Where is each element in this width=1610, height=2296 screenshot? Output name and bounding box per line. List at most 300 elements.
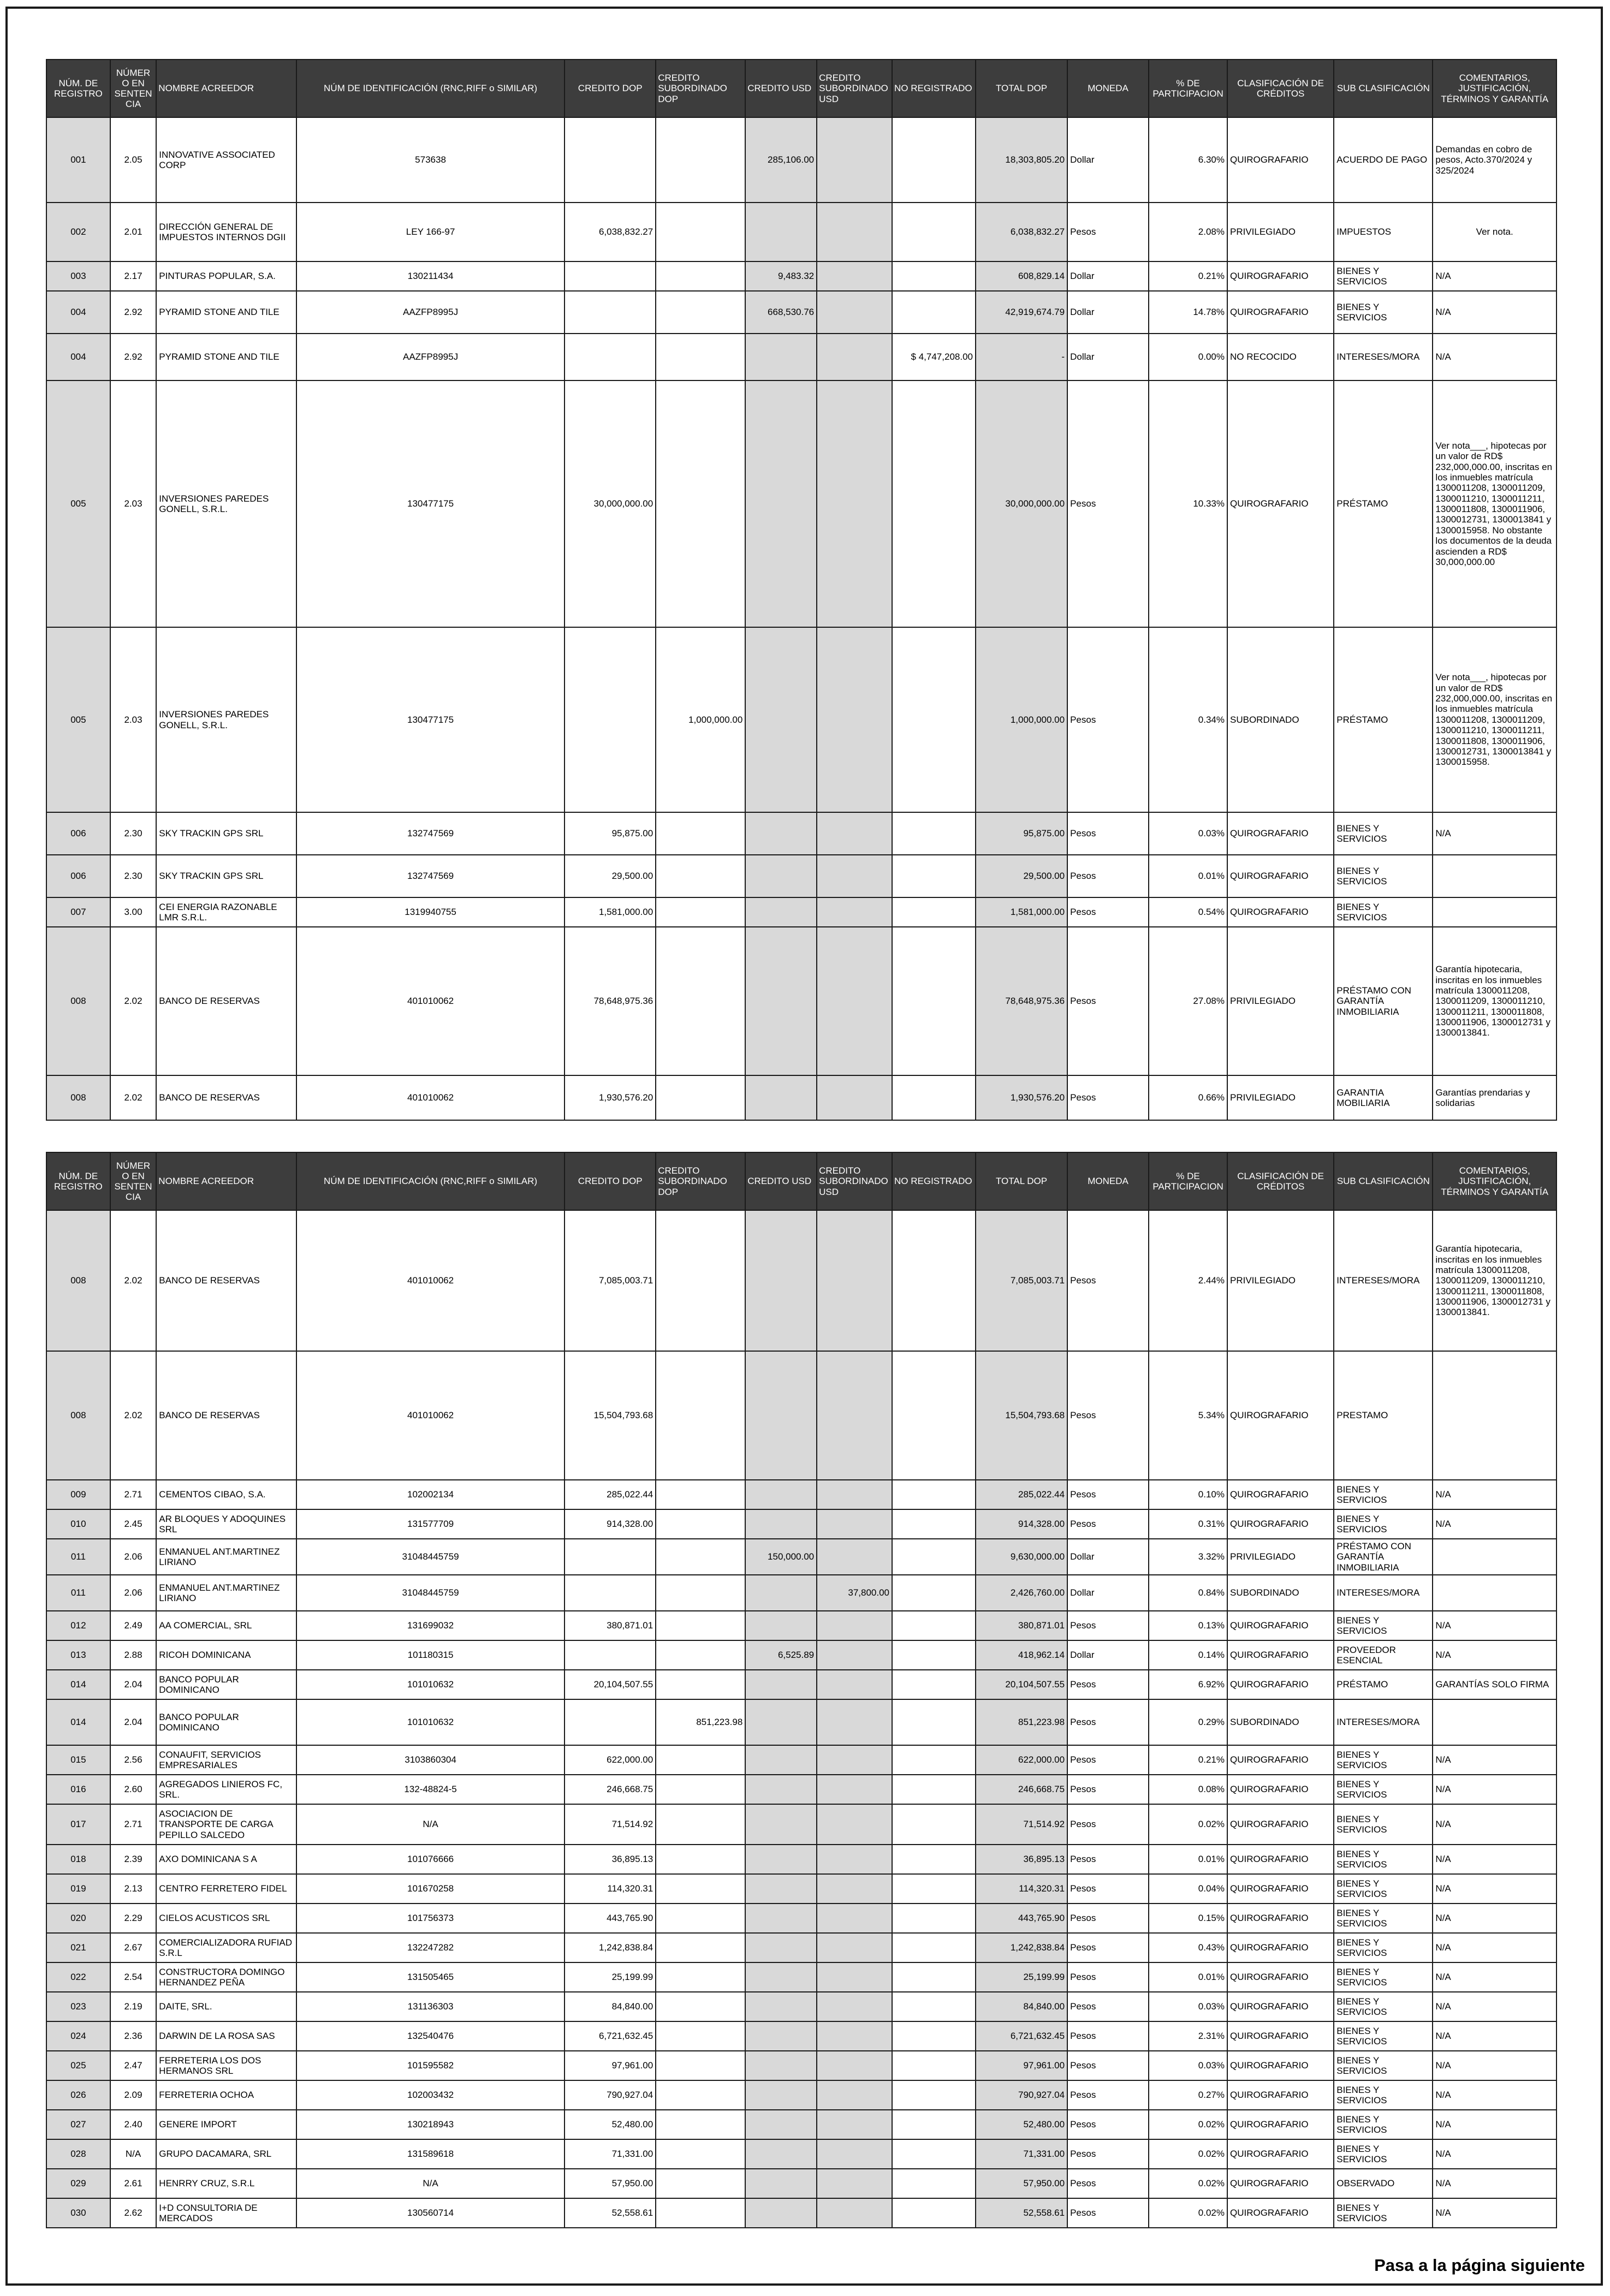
sentence-number-cell: 2.03: [110, 380, 157, 627]
sentence-number-cell: 2.09: [110, 2080, 157, 2110]
credito-usd-cell: [745, 897, 817, 927]
credito-subordinado-dop-cell: [656, 2139, 745, 2169]
sentence-number-cell: 2.39: [110, 1845, 157, 1874]
comments-cell: Garantía hipotecaria, inscritas en los inmuebles matrícula 1300011208, 1300011209, 1300011210, 1300011211, 1300011808, 1300011906, 1300012731 y 1300013841.: [1433, 1210, 1556, 1351]
moneda-cell: Pesos: [1067, 1745, 1149, 1775]
credito-usd-cell: [745, 1992, 817, 2021]
table-row: [46, 1640, 1556, 1670]
creditor-register-table: [46, 1152, 1557, 2228]
moneda-cell: Pesos: [1067, 1992, 1149, 2021]
credit-classification-cell: QUIROGRAFARIO: [1227, 2139, 1334, 2169]
moneda-cell: Pesos: [1067, 1699, 1149, 1745]
total-dop-cell: 1,242,838.84: [976, 1933, 1067, 1962]
participation-percent-cell: 2.44%: [1149, 1210, 1227, 1351]
credit-classification-cell: SUBORDINADO: [1227, 1575, 1334, 1611]
credito-dop-cell: 71,331.00: [565, 2139, 656, 2169]
registro-number-cell: 028: [46, 2139, 110, 2169]
column-header-credito-subordinado-dop: CREDITO SUBORDINADO DOP: [656, 60, 745, 117]
credito-subordinado-usd-cell: [817, 1480, 892, 1509]
column-header-participation-percent: % DE PARTICIPACION: [1149, 1152, 1227, 1210]
total-dop-cell: 71,514.92: [976, 1804, 1067, 1845]
table-row: [46, 1874, 1556, 1904]
credit-classification-cell: QUIROGRAFARIO: [1227, 812, 1334, 855]
no-registrado-cell: [892, 812, 976, 855]
comments-cell: N/A: [1433, 1992, 1556, 2021]
no-registrado-cell: [892, 1775, 976, 1804]
column-header-sub-classification: SUB CLASIFICACIÓN: [1334, 60, 1433, 117]
creditor-name-cell: CONSTRUCTORA DOMINGO HERNANDEZ PEÑA: [156, 1962, 296, 1992]
no-registrado-cell: [892, 1804, 976, 1845]
moneda-cell: Dollar: [1067, 1539, 1149, 1575]
comments-cell: N/A: [1433, 2110, 1556, 2139]
credito-subordinado-usd-cell: [817, 897, 892, 927]
credito-usd-cell: [745, 1575, 817, 1611]
credito-subordinado-dop-cell: [656, 1933, 745, 1962]
moneda-cell: Pesos: [1067, 2139, 1149, 2169]
sub-classification-cell: BIENES Y SERVICIOS: [1334, 855, 1433, 897]
table-row: [46, 627, 1556, 812]
no-registrado-cell: [892, 1575, 976, 1611]
table-row: [46, 334, 1556, 380]
identification-number-cell: 101756373: [296, 1904, 565, 1933]
creditor-table-2: [46, 1152, 1557, 2228]
identification-number-cell: 131577709: [296, 1509, 565, 1539]
credit-classification-cell: QUIROGRAFARIO: [1227, 1933, 1334, 1962]
sub-classification-cell: BIENES Y SERVICIOS: [1334, 1992, 1433, 2021]
registro-number-cell: 004: [46, 334, 110, 380]
identification-number-cell: N/A: [296, 2169, 565, 2198]
credito-subordinado-usd-cell: [817, 2169, 892, 2198]
credito-usd-cell: [745, 1480, 817, 1509]
credito-usd-cell: [745, 1509, 817, 1539]
credito-subordinado-dop-cell: [656, 2110, 745, 2139]
column-header-sentence-number: NÚMER O EN SENTEN CIA: [110, 60, 157, 117]
sentence-number-cell: 2.19: [110, 1992, 157, 2021]
sub-classification-cell: BIENES Y SERVICIOS: [1334, 1804, 1433, 1845]
identification-number-cell: 101076666: [296, 1845, 565, 1874]
total-dop-cell: 42,919,674.79: [976, 291, 1067, 334]
credito-dop-cell: 57,950.00: [565, 2169, 656, 2198]
registro-number-cell: 011: [46, 1575, 110, 1611]
comments-cell: Demandas en cobro de pesos, Acto.370/2024 y 325/2024: [1433, 117, 1556, 203]
sentence-number-cell: 2.01: [110, 203, 157, 261]
participation-percent-cell: 0.10%: [1149, 1480, 1227, 1509]
credito-dop-cell: 1,581,000.00: [565, 897, 656, 927]
participation-percent-cell: 5.34%: [1149, 1351, 1227, 1480]
credito-dop-cell: 622,000.00: [565, 1745, 656, 1775]
creditor-name-cell: ENMANUEL ANT.MARTINEZ LIRIANO: [156, 1539, 296, 1575]
credito-usd-cell: [745, 1670, 817, 1699]
credito-subordinado-usd-cell: [817, 261, 892, 291]
registro-number-cell: 013: [46, 1640, 110, 1670]
credito-subordinado-dop-cell: [656, 380, 745, 627]
column-header-no-registrado: NO REGISTRADO: [892, 1152, 976, 1210]
total-dop-cell: 25,199.99: [976, 1962, 1067, 1992]
comments-cell: [1433, 1539, 1556, 1575]
moneda-cell: Pesos: [1067, 380, 1149, 627]
sub-classification-cell: BIENES Y SERVICIOS: [1334, 261, 1433, 291]
comments-cell: N/A: [1433, 261, 1556, 291]
sentence-number-cell: 2.61: [110, 2169, 157, 2198]
moneda-cell: Pesos: [1067, 203, 1149, 261]
comments-cell: [1433, 897, 1556, 927]
credito-usd-cell: [745, 627, 817, 812]
moneda-cell: Pesos: [1067, 2021, 1149, 2051]
sentence-number-cell: 2.40: [110, 2110, 157, 2139]
participation-percent-cell: 0.01%: [1149, 1962, 1227, 1992]
sub-classification-cell: BIENES Y SERVICIOS: [1334, 1509, 1433, 1539]
no-registrado-cell: [892, 203, 976, 261]
sentence-number-cell: 2.62: [110, 2198, 157, 2228]
credito-subordinado-usd-cell: [817, 2080, 892, 2110]
no-registrado-cell: [892, 1480, 976, 1509]
credito-usd-cell: 668,530.76: [745, 291, 817, 334]
credito-dop-cell: 25,199.99: [565, 1962, 656, 1992]
table-row: [46, 1962, 1556, 1992]
registro-number-cell: 005: [46, 380, 110, 627]
total-dop-cell: 6,038,832.27: [976, 203, 1067, 261]
credito-subordinado-usd-cell: [817, 1804, 892, 1845]
identification-number-cell: 401010062: [296, 1351, 565, 1480]
credito-subordinado-dop-cell: [656, 2051, 745, 2080]
credito-subordinado-usd-cell: [817, 2198, 892, 2228]
participation-percent-cell: 0.21%: [1149, 1745, 1227, 1775]
identification-number-cell: 132540476: [296, 2021, 565, 2051]
credito-dop-cell: 95,875.00: [565, 812, 656, 855]
credito-usd-cell: 6,525.89: [745, 1640, 817, 1670]
participation-percent-cell: 0.02%: [1149, 2169, 1227, 2198]
credito-dop-cell: [565, 1539, 656, 1575]
credito-subordinado-usd-cell: [817, 334, 892, 380]
no-registrado-cell: [892, 117, 976, 203]
participation-percent-cell: 0.27%: [1149, 2080, 1227, 2110]
identification-number-cell: 31048445759: [296, 1575, 565, 1611]
moneda-cell: Pesos: [1067, 1962, 1149, 1992]
credito-subordinado-usd-cell: [817, 291, 892, 334]
registro-number-cell: 003: [46, 261, 110, 291]
no-registrado-cell: [892, 2198, 976, 2228]
sentence-number-cell: 2.49: [110, 1611, 157, 1640]
credit-classification-cell: QUIROGRAFARIO: [1227, 1845, 1334, 1874]
creditor-name-cell: SKY TRACKIN GPS SRL: [156, 812, 296, 855]
credit-classification-cell: PRIVILEGIADO: [1227, 1075, 1334, 1120]
table-row: [46, 2080, 1556, 2110]
sentence-number-cell: 2.60: [110, 1775, 157, 1804]
column-header-credit-classification: CLASIFICACIÓN DE CRÉDITOS: [1227, 60, 1334, 117]
column-header-creditor-name: NOMBRE ACREEDOR: [156, 60, 296, 117]
table-header-row: [46, 1152, 1556, 1210]
credito-usd-cell: [745, 1775, 817, 1804]
table-row: [46, 2139, 1556, 2169]
credito-subordinado-usd-cell: [817, 1699, 892, 1745]
credit-classification-cell: PRIVILEGIADO: [1227, 1210, 1334, 1351]
identification-number-cell: 130218943: [296, 2110, 565, 2139]
credit-classification-cell: QUIROGRAFARIO: [1227, 2021, 1334, 2051]
creditor-name-cell: RICOH DOMINICANA: [156, 1640, 296, 1670]
sentence-number-cell: 2.88: [110, 1640, 157, 1670]
credito-subordinado-dop-cell: [656, 1640, 745, 1670]
comments-cell: Ver nota___, hipotecas por un valor de RD$ 232,000,000.00, inscritas en los inmuebles matrícula 1300011208, 1300011209, 1300011210, 1300011211, 1300011808, 1300011906, 1300012731, 1300013841 y 1300015958. No obstante los documentos de la deuda ascienden a RD$ 30,000,000.00: [1433, 380, 1556, 627]
table-row: [46, 1210, 1556, 1351]
column-header-credit-classification: CLASIFICACIÓN DE CRÉDITOS: [1227, 1152, 1334, 1210]
credito-subordinado-usd-cell: [817, 1075, 892, 1120]
column-header-credito-subordinado-usd: CREDITO SUBORDINADO USD: [817, 60, 892, 117]
no-registrado-cell: [892, 855, 976, 897]
table-header-row: [46, 60, 1556, 117]
column-header-registro-number: NÚM. DE REGISTRO: [46, 60, 110, 117]
credito-subordinado-dop-cell: [656, 855, 745, 897]
table-row: [46, 261, 1556, 291]
table-row: [46, 1480, 1556, 1509]
no-registrado-cell: [892, 627, 976, 812]
credito-subordinado-dop-cell: [656, 2198, 745, 2228]
credit-classification-cell: QUIROGRAFARIO: [1227, 1992, 1334, 2021]
table-row: [46, 1745, 1556, 1775]
no-registrado-cell: [892, 1904, 976, 1933]
identification-number-cell: 130477175: [296, 380, 565, 627]
creditor-name-cell: CEI ENERGIA RAZONABLE LMR S.R.L.: [156, 897, 296, 927]
moneda-cell: Pesos: [1067, 1670, 1149, 1699]
registro-number-cell: 011: [46, 1539, 110, 1575]
credito-subordinado-dop-cell: [656, 1992, 745, 2021]
table-row: [46, 380, 1556, 627]
participation-percent-cell: 0.08%: [1149, 1775, 1227, 1804]
no-registrado-cell: [892, 2080, 976, 2110]
participation-percent-cell: 0.02%: [1149, 1804, 1227, 1845]
registro-number-cell: 019: [46, 1874, 110, 1904]
sub-classification-cell: BIENES Y SERVICIOS: [1334, 897, 1433, 927]
identification-number-cell: 401010062: [296, 1210, 565, 1351]
registro-number-cell: 021: [46, 1933, 110, 1962]
participation-percent-cell: 6.92%: [1149, 1670, 1227, 1699]
no-registrado-cell: [892, 2051, 976, 2080]
creditor-name-cell: AR BLOQUES Y ADOQUINES SRL: [156, 1509, 296, 1539]
creditor-name-cell: GRUPO DACAMARA, SRL: [156, 2139, 296, 2169]
credit-classification-cell: QUIROGRAFARIO: [1227, 291, 1334, 334]
no-registrado-cell: [892, 1509, 976, 1539]
registro-number-cell: 017: [46, 1804, 110, 1845]
sub-classification-cell: BIENES Y SERVICIOS: [1334, 1845, 1433, 1874]
total-dop-cell: 15,504,793.68: [976, 1351, 1067, 1480]
sub-classification-cell: PRÉSTAMO CON GARANTÍA INMOBILIARIA: [1334, 927, 1433, 1075]
table-row: [46, 291, 1556, 334]
credito-subordinado-usd-cell: [817, 855, 892, 897]
sub-classification-cell: IMPUESTOS: [1334, 203, 1433, 261]
credit-classification-cell: SUBORDINADO: [1227, 1699, 1334, 1745]
identification-number-cell: 101010632: [296, 1670, 565, 1699]
total-dop-cell: 418,962.14: [976, 1640, 1067, 1670]
column-header-comments: COMENTARIOS, JUSTIFICACIÓN, TÉRMINOS Y GARANTÍA: [1433, 1152, 1556, 1210]
sub-classification-cell: PRESTAMO: [1334, 1351, 1433, 1480]
credito-usd-cell: 9,483.32: [745, 261, 817, 291]
credit-classification-cell: QUIROGRAFARIO: [1227, 1640, 1334, 1670]
credito-dop-cell: 29,500.00: [565, 855, 656, 897]
identification-number-cell: AAZFP8995J: [296, 291, 565, 334]
participation-percent-cell: 0.31%: [1149, 1509, 1227, 1539]
comments-cell: N/A: [1433, 1874, 1556, 1904]
credit-classification-cell: QUIROGRAFARIO: [1227, 117, 1334, 203]
credit-classification-cell: QUIROGRAFARIO: [1227, 2198, 1334, 2228]
column-header-credito-subordinado-dop: CREDITO SUBORDINADO DOP: [656, 1152, 745, 1210]
identification-number-cell: 132247282: [296, 1933, 565, 1962]
sub-classification-cell: BIENES Y SERVICIOS: [1334, 2021, 1433, 2051]
participation-percent-cell: 0.43%: [1149, 1933, 1227, 1962]
table-row: [46, 1699, 1556, 1745]
credito-subordinado-usd-cell: [817, 1509, 892, 1539]
credit-classification-cell: QUIROGRAFARIO: [1227, 1775, 1334, 1804]
credito-usd-cell: 285,106.00: [745, 117, 817, 203]
credito-subordinado-usd-cell: [817, 1933, 892, 1962]
identification-number-cell: LEY 166-97: [296, 203, 565, 261]
credito-dop-cell: 6,721,632.45: [565, 2021, 656, 2051]
credito-subordinado-usd-cell: [817, 1845, 892, 1874]
total-dop-cell: 380,871.01: [976, 1611, 1067, 1640]
comments-cell: N/A: [1433, 1845, 1556, 1874]
no-registrado-cell: [892, 1670, 976, 1699]
identification-number-cell: 131589618: [296, 2139, 565, 2169]
column-header-participation-percent: % DE PARTICIPACION: [1149, 60, 1227, 117]
moneda-cell: Pesos: [1067, 1775, 1149, 1804]
creditor-name-cell: AA COMERCIAL, SRL: [156, 1611, 296, 1640]
creditor-name-cell: I+D CONSULTORIA DE MERCADOS: [156, 2198, 296, 2228]
credito-dop-cell: 36,895.13: [565, 1845, 656, 1874]
table-row: [46, 897, 1556, 927]
credito-subordinado-dop-cell: [656, 1539, 745, 1575]
moneda-cell: Dollar: [1067, 291, 1149, 334]
participation-percent-cell: 0.21%: [1149, 261, 1227, 291]
comments-cell: [1433, 1575, 1556, 1611]
creditor-name-cell: HENRRY CRUZ, S.R.L: [156, 2169, 296, 2198]
credito-usd-cell: [745, 927, 817, 1075]
table-row: [46, 1775, 1556, 1804]
sub-classification-cell: PRÉSTAMO: [1334, 380, 1433, 627]
creditor-name-cell: AGREGADOS LINIEROS FC, SRL.: [156, 1775, 296, 1804]
table-row: [46, 2198, 1556, 2228]
credito-usd-cell: [745, 1845, 817, 1874]
credito-subordinado-usd-cell: [817, 1539, 892, 1575]
comments-cell: [1433, 1351, 1556, 1480]
credito-subordinado-dop-cell: [656, 1775, 745, 1804]
sub-classification-cell: BIENES Y SERVICIOS: [1334, 1904, 1433, 1933]
no-registrado-cell: [892, 1874, 976, 1904]
moneda-cell: Pesos: [1067, 855, 1149, 897]
credito-subordinado-dop-cell: [656, 1509, 745, 1539]
registro-number-cell: 007: [46, 897, 110, 927]
no-registrado-cell: [892, 1933, 976, 1962]
creditor-name-cell: FERRETERIA LOS DOS HERMANOS SRL: [156, 2051, 296, 2080]
credito-dop-cell: [565, 627, 656, 812]
moneda-cell: Pesos: [1067, 2198, 1149, 2228]
credito-usd-cell: [745, 2169, 817, 2198]
credito-usd-cell: [745, 1210, 817, 1351]
participation-percent-cell: 0.66%: [1149, 1075, 1227, 1120]
comments-cell: [1433, 1699, 1556, 1745]
registro-number-cell: 002: [46, 203, 110, 261]
creditor-name-cell: INNOVATIVE ASSOCIATED CORP: [156, 117, 296, 203]
sub-classification-cell: ACUERDO DE PAGO: [1334, 117, 1433, 203]
moneda-cell: Dollar: [1067, 261, 1149, 291]
total-dop-cell: 7,085,003.71: [976, 1210, 1067, 1351]
registro-number-cell: 009: [46, 1480, 110, 1509]
sub-classification-cell: INTERESES/MORA: [1334, 1210, 1433, 1351]
no-registrado-cell: [892, 1075, 976, 1120]
sub-classification-cell: BIENES Y SERVICIOS: [1334, 2198, 1433, 2228]
total-dop-cell: 608,829.14: [976, 261, 1067, 291]
creditor-name-cell: COMERCIALIZADORA RUFIAD S.R.L: [156, 1933, 296, 1962]
participation-percent-cell: 0.03%: [1149, 2051, 1227, 2080]
moneda-cell: Pesos: [1067, 1509, 1149, 1539]
column-header-registro-number: NÚM. DE REGISTRO: [46, 1152, 110, 1210]
sentence-number-cell: 2.13: [110, 1874, 157, 1904]
credito-dop-cell: 7,085,003.71: [565, 1210, 656, 1351]
table-row: [46, 1075, 1556, 1120]
credito-dop-cell: 114,320.31: [565, 1874, 656, 1904]
sentence-number-cell: 2.54: [110, 1962, 157, 1992]
moneda-cell: Pesos: [1067, 1904, 1149, 1933]
no-registrado-cell: [892, 291, 976, 334]
creditor-name-cell: DAITE, SRL.: [156, 1992, 296, 2021]
participation-percent-cell: 0.03%: [1149, 1992, 1227, 2021]
total-dop-cell: 6,721,632.45: [976, 2021, 1067, 2051]
identification-number-cell: N/A: [296, 1804, 565, 1845]
creditor-name-cell: BANCO DE RESERVAS: [156, 927, 296, 1075]
creditor-name-cell: INVERSIONES PAREDES GONELL, S.R.L.: [156, 380, 296, 627]
credito-dop-cell: [565, 291, 656, 334]
table-row: [46, 203, 1556, 261]
credito-usd-cell: [745, 2198, 817, 2228]
creditor-name-cell: AXO DOMINICANA S A: [156, 1845, 296, 1874]
credito-dop-cell: 790,927.04: [565, 2080, 656, 2110]
credito-subordinado-usd-cell: [817, 812, 892, 855]
total-dop-cell: 851,223.98: [976, 1699, 1067, 1745]
comments-cell: N/A: [1433, 1745, 1556, 1775]
credit-classification-cell: QUIROGRAFARIO: [1227, 1804, 1334, 1845]
comments-cell: N/A: [1433, 2169, 1556, 2198]
creditor-name-cell: SKY TRACKIN GPS SRL: [156, 855, 296, 897]
sub-classification-cell: BIENES Y SERVICIOS: [1334, 2110, 1433, 2139]
participation-percent-cell: 0.02%: [1149, 2110, 1227, 2139]
table-row: [46, 2169, 1556, 2198]
credito-usd-cell: [745, 2080, 817, 2110]
credit-classification-cell: QUIROGRAFARIO: [1227, 2080, 1334, 2110]
sub-classification-cell: PRÉSTAMO: [1334, 1670, 1433, 1699]
credito-usd-cell: [745, 1962, 817, 1992]
identification-number-cell: 102003432: [296, 2080, 565, 2110]
identification-number-cell: 131699032: [296, 1611, 565, 1640]
sub-classification-cell: OBSERVADO: [1334, 2169, 1433, 2198]
registro-number-cell: 005: [46, 627, 110, 812]
table-row: [46, 1539, 1556, 1575]
credito-subordinado-usd-cell: [817, 1210, 892, 1351]
identification-number-cell: 132747569: [296, 855, 565, 897]
sentence-number-cell: 2.02: [110, 1351, 157, 1480]
comments-cell: N/A: [1433, 1962, 1556, 1992]
column-header-identification-number: NÚM DE IDENTIFICACIÓN (RNC,RIFF o SIMILAR): [296, 60, 565, 117]
credito-subordinado-usd-cell: [817, 1874, 892, 1904]
comments-cell: N/A: [1433, 2051, 1556, 2080]
total-dop-cell: 246,668.75: [976, 1775, 1067, 1804]
participation-percent-cell: 0.02%: [1149, 2198, 1227, 2228]
identification-number-cell: 130560714: [296, 2198, 565, 2228]
credito-usd-cell: [745, 1904, 817, 1933]
credito-subordinado-dop-cell: 1,000,000.00: [656, 627, 745, 812]
column-header-credito-dop: CREDITO DOP: [565, 1152, 656, 1210]
no-registrado-cell: [892, 1210, 976, 1351]
identification-number-cell: 401010062: [296, 1075, 565, 1120]
credit-classification-cell: QUIROGRAFARIO: [1227, 1480, 1334, 1509]
column-header-sentence-number: NÚMER O EN SENTEN CIA: [110, 1152, 157, 1210]
credito-usd-cell: [745, 2139, 817, 2169]
